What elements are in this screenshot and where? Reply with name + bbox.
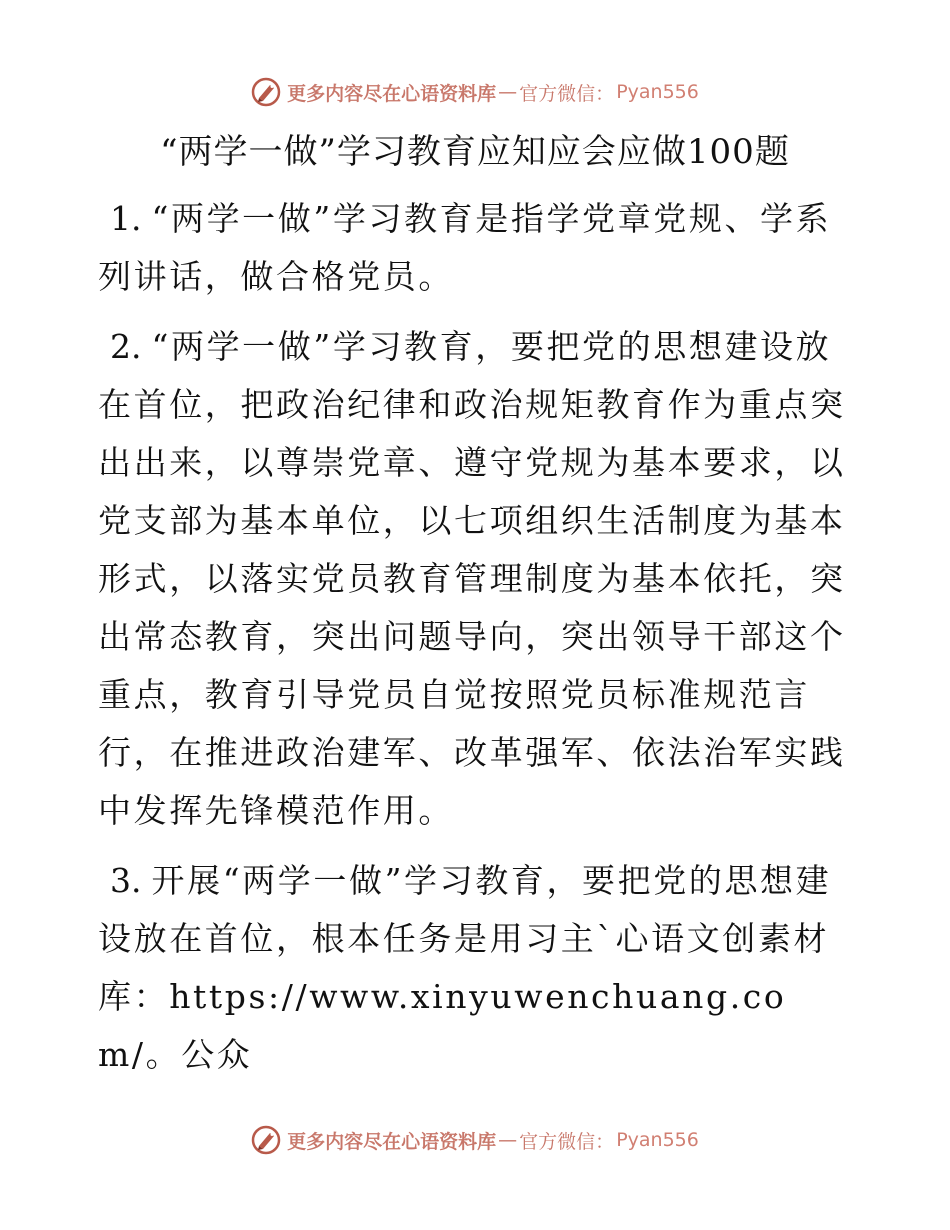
banner-text	[287, 79, 699, 106]
header-banner	[0, 72, 950, 112]
banner-dash: —	[498, 1129, 518, 1151]
document-title: “两学一做”学习教育应知应会应做100题	[160, 132, 790, 172]
paragraph-2-number: 2.	[110, 327, 142, 366]
paragraph-2-text: “两学一做”学习教育，要把党的思想建设放在首位，把政治纪律和政治规矩教育作为重点突出出来，以尊崇党章、遵守党规为基本要求，以党支部为基本单位，以七项组织生活制度为基本形式，以落实党员教育管理制度为基本依托，突出常态教育，突出问题导向，突出领导干部这个重点，教育引导党员自觉按照党员标准规范言行，在推进政治建军、改革强军、依法治军实践中发挥先锋模范作用。	[98, 327, 846, 830]
paragraph-1-number: 1.	[110, 199, 142, 238]
paragraph-3-text: 开展“两学一做”学习教育，要把党的思想建设放在首位，根本任务是用习主`心语文创素材库：https://www.xinyuwenchuang.com/。公众	[98, 861, 832, 1074]
banner-wechat-label: 官方微信：	[519, 1130, 615, 1153]
pen-logo-icon	[251, 1125, 281, 1155]
document-body	[98, 190, 850, 1096]
banner-wechat-id: Pyan556	[616, 81, 699, 103]
paragraph-1	[98, 190, 850, 306]
banner-text	[287, 1127, 699, 1154]
banner-dash: —	[498, 81, 518, 103]
footer-banner	[0, 1120, 950, 1160]
pen-logo-icon	[251, 77, 281, 107]
banner-wechat-label: 官方微信：	[519, 82, 615, 105]
banner-main-text: 更多内容尽在心语资料库	[287, 1130, 497, 1153]
paragraph-3	[98, 852, 850, 1084]
paragraph-3-number: 3.	[110, 861, 142, 900]
banner-main-text: 更多内容尽在心语资料库	[287, 82, 497, 105]
paragraph-2	[98, 318, 850, 840]
paragraph-1-text: “两学一做”学习教育是指学党章党规、学系列讲话，做合格党员。	[98, 199, 832, 296]
banner-wechat-id: Pyan556	[616, 1129, 699, 1151]
